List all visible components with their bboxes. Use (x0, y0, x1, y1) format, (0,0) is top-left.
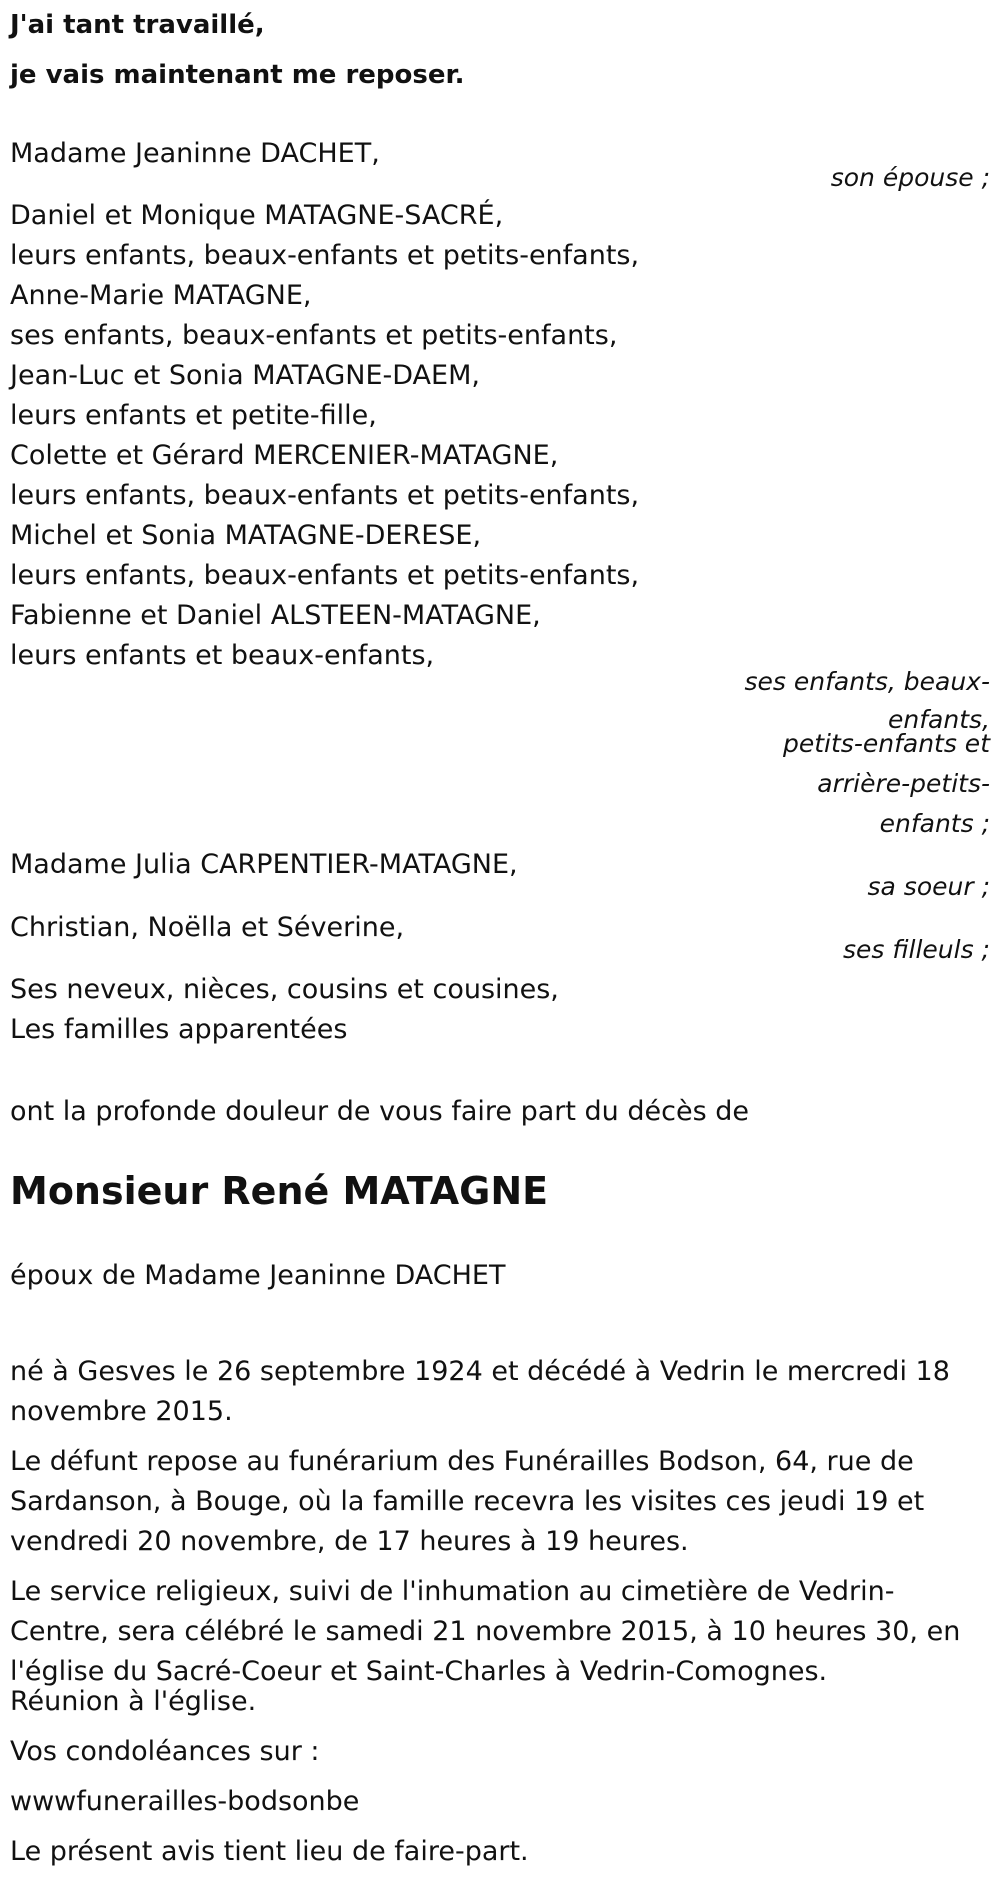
children-role-line: enfants, (888, 705, 990, 734)
condolences-label: Vos condoléances sur : (10, 1736, 320, 1767)
child-line: Colette et Gérard MERCENIER-MATAGNE, (10, 440, 559, 471)
child-line: Fabienne et Daniel ALSTEEN-MATAGNE, (10, 600, 541, 631)
child-line: leurs enfants, beaux-enfants et petits-enfants, (10, 560, 640, 591)
godchildren-block (10, 908, 990, 964)
spouse-name: Madame Jeaninne DACHET, (10, 138, 380, 169)
children-role (690, 662, 990, 842)
website-text: wwwfunerailles-bodsonbe (10, 1786, 360, 1817)
children-role-line: ses enfants, beaux- (744, 667, 990, 696)
service-text: Le service religieux, suivi de l'inhumation au cimetière de Vedrin-Centre, sera célébré le samedi 21 novembre 2015, à 10 heures 30, en l'église du Sacré-Coeur et Saint-Charles à Vedrin-Comognes. (10, 1576, 961, 1687)
child-line: leurs enfants, beaux-enfants et petits-enfants, (10, 240, 640, 271)
child-line: Anne-Marie MATAGNE, (10, 280, 312, 311)
sister-block (10, 845, 990, 901)
extended-family-line: Les familles apparentées (10, 1014, 348, 1045)
child-line: leurs enfants et petite-fille, (10, 400, 377, 431)
poem-line-1: J'ai tant travaillé, (10, 10, 265, 40)
spouse-block (10, 134, 990, 192)
godchildren-role: ses filleuls ; (843, 935, 990, 964)
spouse-of: époux de Madame Jeaninne DACHET (10, 1260, 506, 1291)
child-line: leurs enfants, beaux-enfants et petits-enfants, (10, 480, 640, 511)
children-role-line: arrière-petits- (817, 769, 990, 798)
poem (10, 0, 465, 100)
poem-line-2: je vais maintenant me reposer. (10, 60, 465, 90)
children-role-line: petits-enfants et (783, 729, 990, 758)
deceased-name: Monsieur René MATAGNE (10, 1169, 549, 1213)
notice-text: Le présent avis tient lieu de faire-part. (10, 1836, 529, 1867)
child-line: ses enfants, beaux-enfants et petits-enfants, (10, 320, 618, 351)
child-line: leurs enfants et beaux-enfants, (10, 640, 435, 671)
sister-name: Madame Julia CARPENTIER-MATAGNE, (10, 849, 518, 880)
children-role-line: enfants ; (879, 809, 990, 838)
godchildren-name: Christian, Noëlla et Séverine, (10, 912, 405, 943)
child-line: Daniel et Monique MATAGNE-SACRÉ, (10, 200, 504, 231)
children-block (10, 196, 990, 676)
meeting-text: Réunion à l'église. (10, 1686, 257, 1717)
child-line: Jean-Luc et Sonia MATAGNE-DAEM, (10, 360, 480, 391)
birth-death-text: né à Gesves le 26 septembre 1924 et décédé à Vedrin le mercredi 18 novembre 2015. (10, 1356, 950, 1427)
announcement: ont la profonde douleur de vous faire part du décès de (10, 1096, 749, 1127)
sister-role: sa soeur ; (867, 872, 990, 901)
child-line: Michel et Sonia MATAGNE-DERESE, (10, 520, 482, 551)
extended-family-block (10, 970, 990, 1050)
extended-family-line: Ses neveux, nièces, cousins et cousines, (10, 974, 559, 1005)
rests-text: Le défunt repose au funérarium des Funérailles Bodson, 64, rue de Sardanson, à Bouge, où la famille recevra les visites ces jeudi 19 et vendredi 20 novembre, de 17 heures à 19 heures. (10, 1446, 925, 1557)
spouse-role: son épouse ; (830, 163, 990, 192)
